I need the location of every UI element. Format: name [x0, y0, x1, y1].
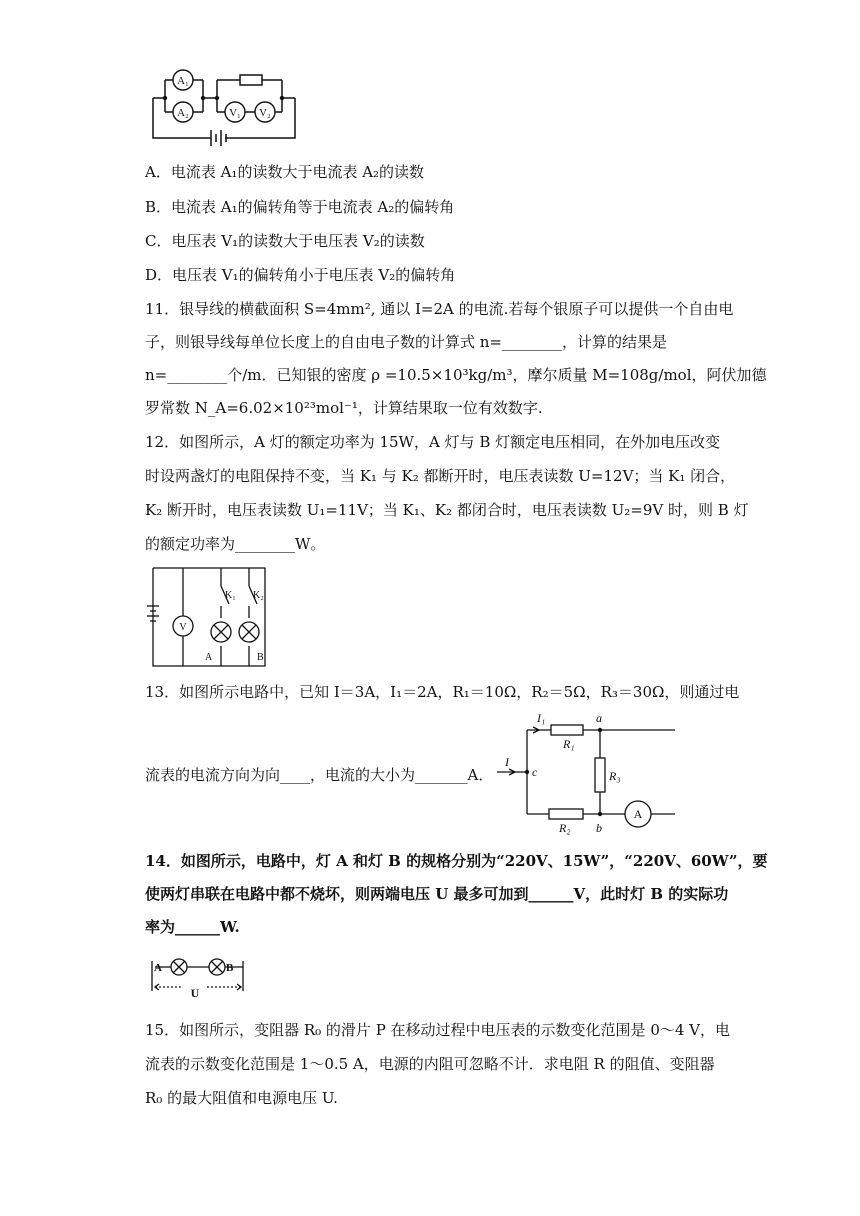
q14-line-1: 14．如图所示，电路中，灯 A 和灯 B 的规格分别为“220V、15W”，“220V、60W”，要 [145, 852, 768, 870]
resistor-r2-label: R₂ [559, 821, 571, 835]
lamp-a-label: A [205, 652, 213, 663]
q12-line-3: K₂ 断开时，电压表读数 U₁=11V；当 K₁、K₂ 都闭合时，电压表读数 U₂=9V 时，则 B 灯 [145, 501, 749, 519]
q11-line-1: 11．银导线的横截面积 S=4mm², 通以 I=2A 的电流.若每个银原子可以提供一个自由电 [145, 300, 734, 318]
q15-line-2: 流表的示数变化范围是 1～0.5 A，电源的内阻可忽略不计．求电阻 R 的阻值、变阻器 [145, 1055, 715, 1073]
q14-circuit-figure [145, 951, 250, 1001]
meter-v2-label: V₂ [259, 107, 271, 119]
q13-line-1: 13．如图所示电路中，已知 I＝3A，I₁＝2A，R₁＝10Ω，R₂＝5Ω，R₃＝30Ω，则通过电 [145, 683, 740, 701]
current-i1-label: I₁ [537, 711, 546, 725]
q12-line-2: 时设两盏灯的电阻保持不变，当 K₁ 与 K₂ 都断开时，电压表读数 U=12V；当 K₁ 闭合， [145, 467, 736, 485]
meter-a2-label: A₂ [177, 107, 189, 119]
q11-line-3: n=________个/m．已知银的密度 ρ =10.5×10³kg/m³，摩尔质量 M=108g/mol，阿伏加德 [145, 366, 767, 384]
switch-k1-label: K₁ [225, 590, 236, 601]
q10-option-b: B．电流表 A₁的偏转角等于电流表 A₂的偏转角 [145, 198, 455, 216]
voltmeter-label: V [179, 622, 187, 633]
q11-line-2: 子，则银导线每单位长度上的自由电子数的计算式 n=________，计算的结果是 [145, 333, 668, 351]
current-i-label: I [505, 755, 509, 769]
ammeter-label: A [633, 807, 643, 821]
q11-line-4: 罗常数 N_A=6.02×10²³mol⁻¹，计算结果取一位有效数字. [145, 399, 543, 417]
q15-line-3: R₀ 的最大阻值和电源电压 U. [145, 1089, 338, 1107]
q10-option-c: C．电压表 V₁的读数大于电压表 V₂的读数 [145, 232, 425, 250]
node-c-label: c [532, 765, 538, 779]
q14-lamp-b-label: B [226, 962, 234, 974]
meter-a1-label: A₁ [177, 75, 189, 87]
switch-k2-label: K₂ [253, 590, 264, 601]
q15-line-1: 15．如图所示，变阻器 R₀ 的滑片 P 在移动过程中电压表的示数变化范围是 0～4 V，电 [145, 1021, 731, 1039]
q14-voltage-u-label: U [190, 986, 200, 1000]
q13-line-2: 流表的电流方向为向____，电流的大小为_______A． [145, 766, 494, 784]
q12-line-1: 12．如图所示，A 灯的额定功率为 15W，A 灯与 B 灯额定电压相同，在外加电压改变 [145, 433, 721, 451]
resistor-r3-label: R₃ [609, 769, 621, 783]
q14-lamp-a-label: A [154, 962, 162, 974]
lamp-b-label: B [257, 652, 264, 663]
node-a-label: a [596, 711, 602, 725]
q10-option-d: D．电压表 V₁的偏转角小于电压表 V₂的偏转角 [145, 266, 456, 284]
q10-circuit-figure [145, 66, 305, 146]
resistor-r1-label: R₁ [563, 737, 575, 751]
meter-v1-label: V₁ [229, 107, 241, 119]
q14-line-3: 率为______W. [145, 918, 240, 936]
node-b-label: b [596, 821, 602, 835]
q10-option-a: A．电流表 A₁的读数大于电流表 A₂的读数 [145, 163, 425, 181]
q13-circuit-figure [495, 708, 690, 836]
q12-circuit-figure [145, 564, 275, 670]
q12-line-4: 的额定功率为________W。 [145, 535, 326, 553]
q14-line-2: 使两灯串联在电路中都不烧坏，则两端电压 U 最多可加到______V，此时灯 B 的实际功 [145, 885, 729, 903]
